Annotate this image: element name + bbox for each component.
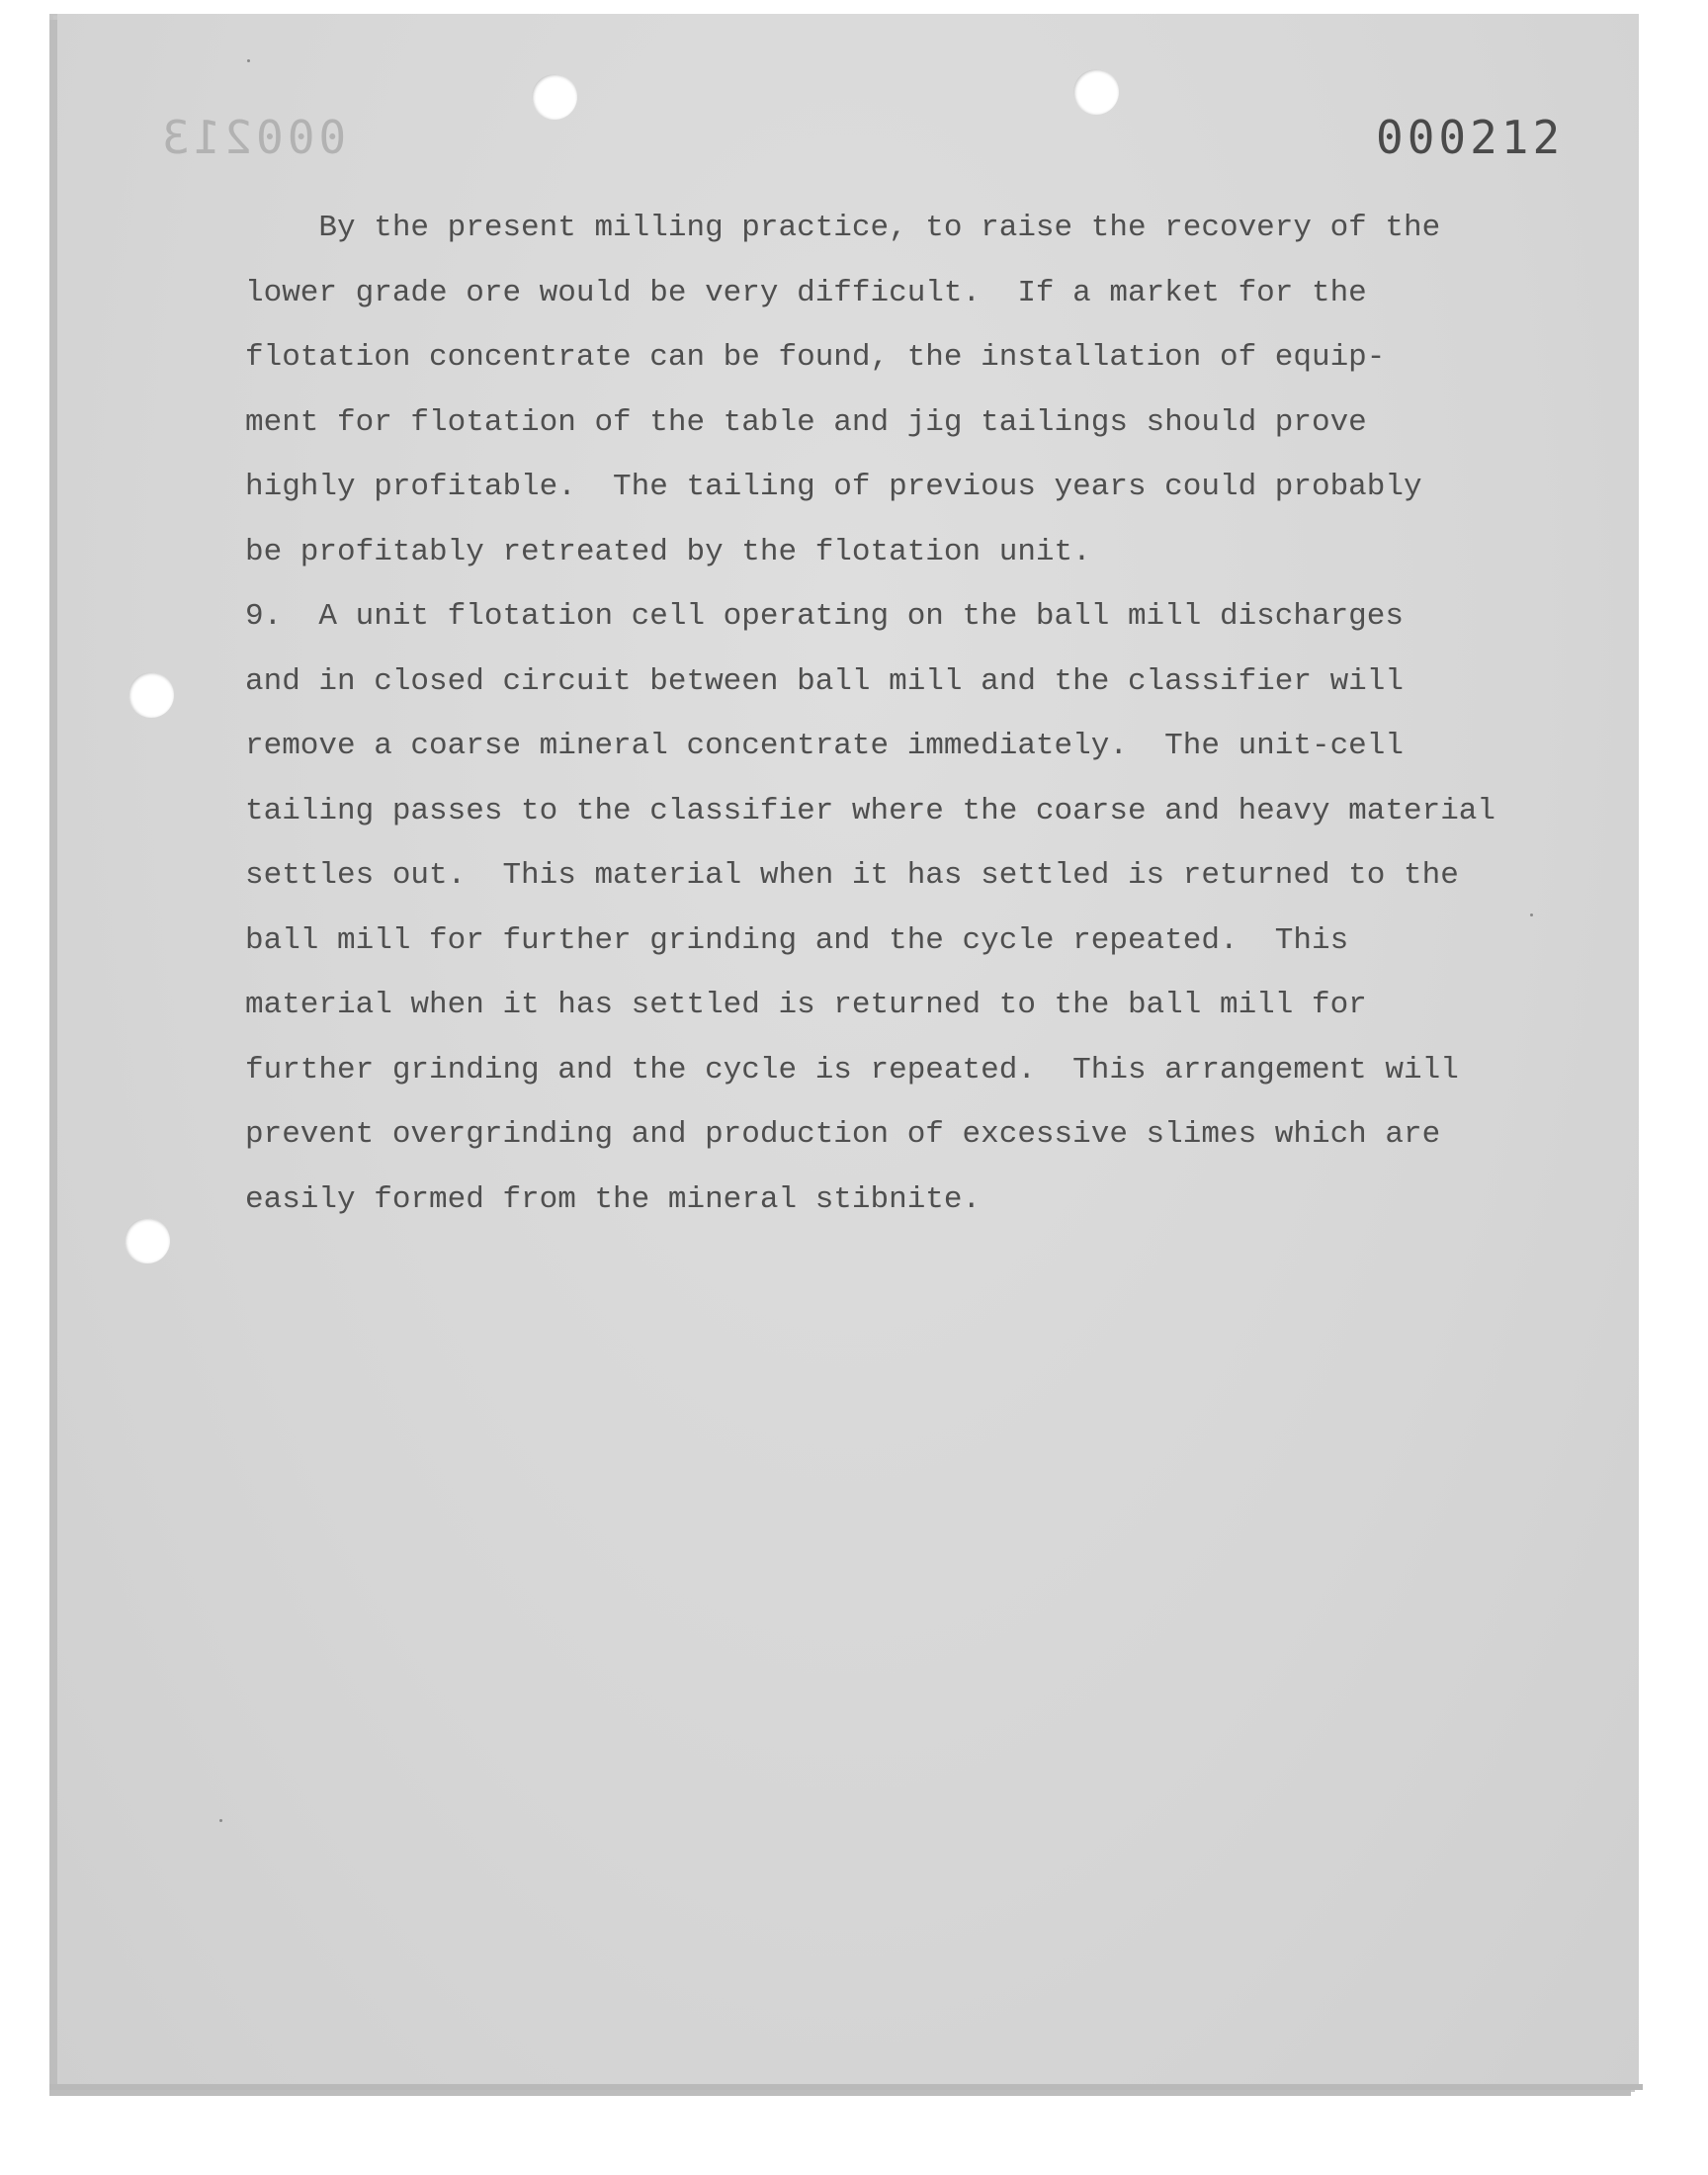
text-line: material when it has settled is returned to the ball mill for	[245, 988, 1367, 1022]
text-line: highly profitable. The tailing of previous years could probably	[245, 470, 1422, 504]
text-line: be profitably retreated by the flotation unit.	[245, 534, 1091, 569]
bleed-through-page-number: 000213	[158, 111, 347, 164]
text-line: ment for flotation of the table and jig tailings should prove	[245, 404, 1367, 440]
text-line: remove a coarse mineral concentrate immediately. The unit-cell	[245, 729, 1404, 763]
document-body	[245, 196, 1599, 1232]
text-line: tailing passes to the classifier where the coarse and heavy material	[245, 793, 1496, 828]
paper-edge-left	[49, 14, 57, 2090]
text-line: prevent overgrinding and production of excessive slimes which are	[245, 1117, 1441, 1152]
text-line: easily formed from the mineral stibnite.	[245, 1181, 982, 1217]
paper-speck	[219, 1819, 222, 1822]
text-line: and in closed circuit between ball mill and the classifier will	[245, 663, 1404, 699]
text-line: ball mill for further grinding and the cycle repeated. This	[245, 922, 1349, 958]
punch-hole-left-lower	[125, 1218, 170, 1263]
text-line: By the present milling practice, to raise the recovery of the	[245, 211, 1441, 245]
text-line: further grinding and the cycle is repeated. This arrangement will	[245, 1052, 1459, 1088]
text-line: flotation concentrate can be found, the installation of equip-	[245, 340, 1386, 375]
punch-hole-left-upper	[128, 672, 174, 718]
text-line: 9. A unit flotation cell operating on the ball mill discharges	[245, 599, 1404, 634]
page-number: 000212	[1376, 111, 1565, 164]
punch-hole-top-right	[1073, 69, 1119, 115]
paper-edge-bottom	[49, 2084, 1643, 2090]
text-line: lower grade ore would be very difficult. If a market for the	[245, 275, 1367, 310]
text-line: settles out. This material when it has settled is returned to the	[245, 858, 1459, 893]
punch-hole-top-left	[532, 74, 577, 120]
paper-speck	[247, 59, 250, 62]
